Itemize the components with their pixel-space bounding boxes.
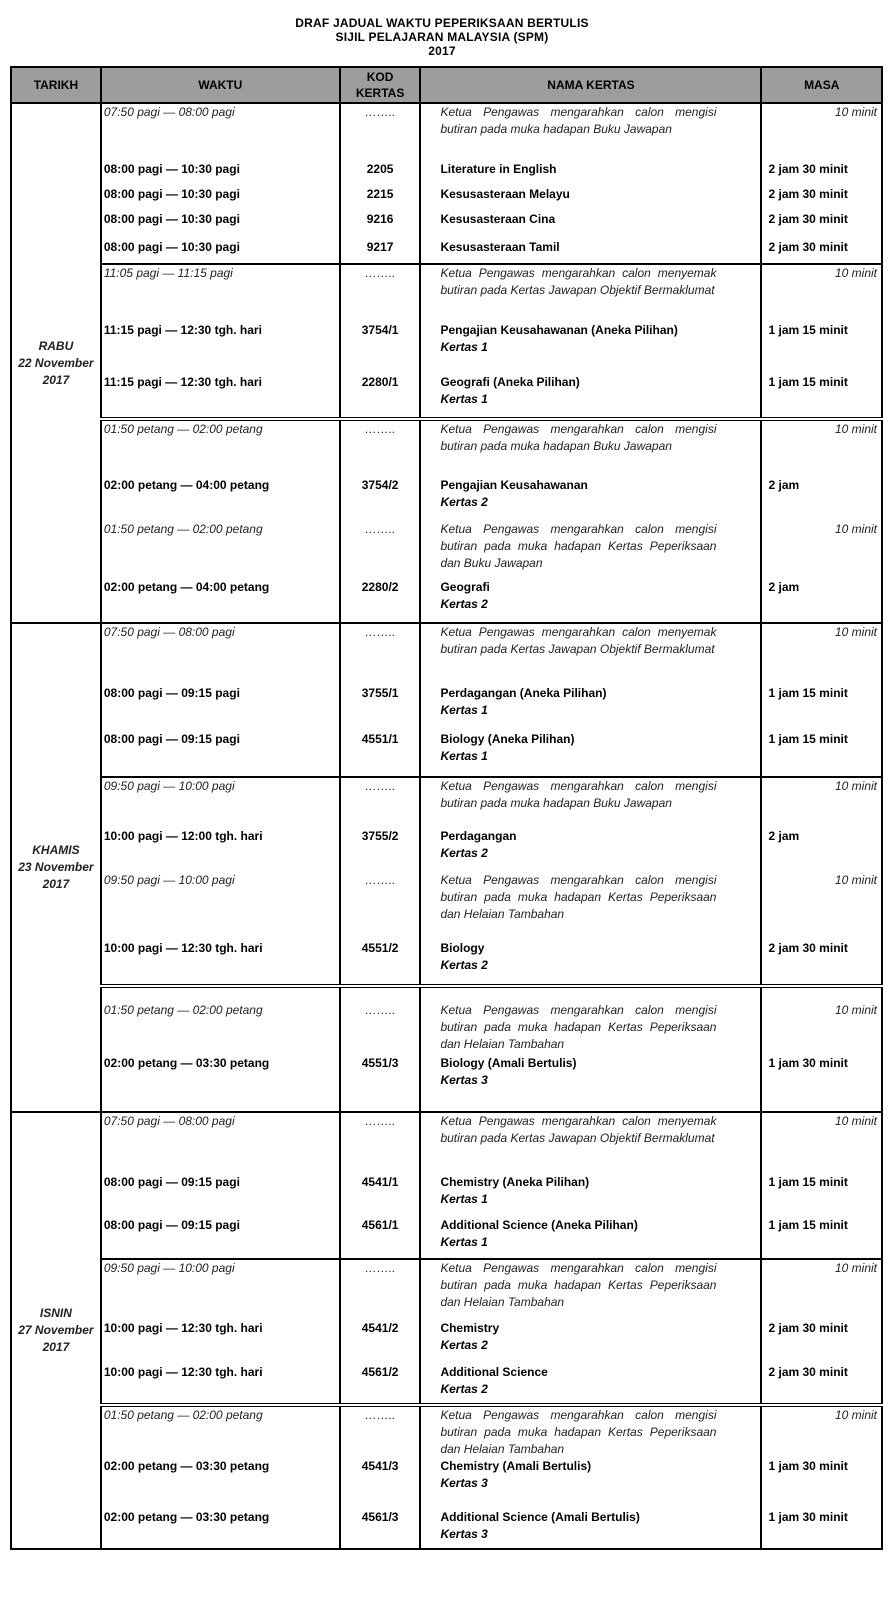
nama-cell: Pengajian Keusahawanan Kertas 2 — [420, 477, 761, 521]
waktu-cell: 10:00 pagi — 12:30 tgh. hari — [101, 1364, 340, 1405]
table-row — [11, 1259, 882, 1320]
table-row — [11, 828, 882, 872]
table-row — [11, 685, 882, 731]
waktu-cell: 11:15 pagi — 12:30 tgh. hari — [101, 374, 340, 419]
nama-cell: Additional Science (Amali Bertulis) Kertas 3 — [420, 1509, 761, 1549]
header-kod-kertas: KOD KERTAS — [340, 67, 421, 103]
waktu-cell: 10:00 pagi — 12:30 tgh. hari — [101, 940, 340, 986]
kod-cell: …….. — [340, 777, 421, 828]
table-row — [11, 940, 882, 986]
table-row — [11, 186, 882, 211]
masa-cell: 1 jam 15 minit — [761, 374, 882, 419]
waktu-cell: 07:50 pagi — 08:00 pagi — [101, 623, 340, 685]
nama-cell: Ketua Pengawas mengarahkan calon mengisi butiran pada muka hadapan Buku Jawapan — [420, 777, 761, 828]
table-row — [11, 1055, 882, 1112]
nama-cell: Ketua Pengawas mengarahkan calon menyemak butiran pada Kertas Jawapan Objektif Bermaklumat — [420, 264, 761, 322]
masa-cell: 2 jam 30 minit — [761, 1364, 882, 1405]
masa-cell: 10 minit — [761, 1259, 882, 1320]
masa-cell: 10 minit — [761, 521, 882, 579]
kod-cell: 4541/2 — [340, 1320, 421, 1364]
waktu-cell: 07:50 pagi — 08:00 pagi — [101, 103, 340, 161]
table-row — [11, 322, 882, 374]
waktu-cell: 08:00 pagi — 10:30 pagi — [101, 186, 340, 211]
kod-cell: 4561/1 — [340, 1217, 421, 1259]
date-cell-rabu: RABU 22 November 2017 — [11, 103, 101, 623]
waktu-cell: 08:00 pagi — 09:15 pagi — [101, 1174, 340, 1217]
table-row — [11, 239, 882, 264]
document-title — [0, 16, 894, 58]
kod-cell: 3754/1 — [340, 322, 421, 374]
kod-cell: 9216 — [340, 211, 421, 239]
table-row — [11, 521, 882, 579]
kod-cell: …….. — [340, 419, 421, 477]
masa-cell: 2 jam — [761, 828, 882, 872]
table-row — [11, 1364, 882, 1405]
nama-cell: Literature in English — [420, 161, 761, 186]
header-row — [11, 67, 882, 103]
waktu-cell: 11:15 pagi — 12:30 tgh. hari — [101, 322, 340, 374]
table-row — [11, 1320, 882, 1364]
waktu-cell: 07:50 pagi — 08:00 pagi — [101, 1112, 340, 1174]
kod-cell: …….. — [340, 1259, 421, 1320]
nama-cell: Ketua Pengawas mengarahkan calon mengisi butiran pada muka hadapan Kertas Peperiksaan dan Helaian Tambahan — [420, 986, 761, 1055]
table-row — [11, 264, 882, 322]
masa-cell: 10 minit — [761, 1112, 882, 1174]
kod-cell: …….. — [340, 264, 421, 322]
masa-cell: 2 jam 30 minit — [761, 161, 882, 186]
waktu-cell: 01:50 petang — 02:00 petang — [101, 521, 340, 579]
masa-cell: 10 minit — [761, 1405, 882, 1458]
masa-cell: 1 jam 30 minit — [761, 1055, 882, 1112]
nama-cell: Chemistry (Aneka Pilihan) Kertas 1 — [420, 1174, 761, 1217]
table-row — [11, 623, 882, 685]
masa-cell: 2 jam 30 minit — [761, 186, 882, 211]
nama-cell: Biology (Amali Bertulis) Kertas 3 — [420, 1055, 761, 1112]
kod-cell: …….. — [340, 986, 421, 1055]
masa-cell: 10 minit — [761, 872, 882, 940]
kod-cell: …….. — [340, 623, 421, 685]
title-line-2: SIJIL PELAJARAN MALAYSIA (SPM) — [335, 30, 549, 44]
nama-cell: Biology Kertas 2 — [420, 940, 761, 986]
kod-cell: 4551/1 — [340, 731, 421, 777]
table-row — [11, 103, 882, 161]
masa-cell: 2 jam 30 minit — [761, 940, 882, 986]
table-row — [11, 1509, 882, 1549]
header-waktu: WAKTU — [101, 67, 340, 103]
nama-cell: Chemistry Kertas 2 — [420, 1320, 761, 1364]
table-row — [11, 731, 882, 777]
kod-cell: 2280/2 — [340, 579, 421, 623]
header-nama-kertas: NAMA KERTAS — [420, 67, 761, 103]
nama-cell: Ketua Pengawas mengarahkan calon mengisi butiran pada muka hadapan Kertas Peperiksaan dan Helaian Tambahan — [420, 1259, 761, 1320]
nama-cell: Additional Science (Aneka Pilihan) Kertas 1 — [420, 1217, 761, 1259]
nama-cell: Ketua Pengawas mengarahkan calon mengisi butiran pada muka hadapan Kertas Peperiksaan dan Helaian Tambahan — [420, 872, 761, 940]
table-row — [11, 1458, 882, 1509]
table-row — [11, 1112, 882, 1174]
waktu-cell: 10:00 pagi — 12:00 tgh. hari — [101, 828, 340, 872]
waktu-cell: 02:00 petang — 04:00 petang — [101, 477, 340, 521]
nama-cell: Ketua Pengawas mengarahkan calon menyemak butiran pada Kertas Jawapan Objektif Bermaklumat — [420, 1112, 761, 1174]
table-row — [11, 161, 882, 186]
title-line-1: DRAF JADUAL WAKTU PEPERIKSAAN BERTULIS — [295, 16, 589, 30]
masa-cell: 1 jam 15 minit — [761, 322, 882, 374]
table-row — [11, 579, 882, 623]
kod-cell: …….. — [340, 521, 421, 579]
masa-cell: 10 minit — [761, 103, 882, 161]
masa-cell: 10 minit — [761, 777, 882, 828]
table-row — [11, 477, 882, 521]
kod-cell: 2205 — [340, 161, 421, 186]
table-row — [11, 211, 882, 239]
header-masa: MASA — [761, 67, 882, 103]
waktu-cell: 09:50 pagi — 10:00 pagi — [101, 777, 340, 828]
exam-timetable — [10, 66, 883, 1550]
waktu-cell: 09:50 pagi — 10:00 pagi — [101, 1259, 340, 1320]
masa-cell: 2 jam 30 minit — [761, 239, 882, 264]
masa-cell: 10 minit — [761, 986, 882, 1055]
masa-cell: 2 jam — [761, 579, 882, 623]
kod-cell: …….. — [340, 1112, 421, 1174]
kod-cell: …….. — [340, 1405, 421, 1458]
masa-cell: 1 jam 15 minit — [761, 1217, 882, 1259]
waktu-cell: 08:00 pagi — 09:15 pagi — [101, 685, 340, 731]
masa-cell: 10 minit — [761, 623, 882, 685]
kod-cell: 4551/2 — [340, 940, 421, 986]
waktu-cell: 01:50 petang — 02:00 petang — [101, 419, 340, 477]
title-line-3: 2017 — [428, 44, 456, 58]
kod-cell: 4551/3 — [340, 1055, 421, 1112]
header-tarikh: TARIKH — [11, 67, 101, 103]
masa-cell: 2 jam 30 minit — [761, 1320, 882, 1364]
date-cell-khamis: KHAMIS 23 November 2017 — [11, 623, 101, 1112]
nama-cell: Pengajian Keusahawanan (Aneka Pilihan) Kertas 1 — [420, 322, 761, 374]
masa-cell: 2 jam 30 minit — [761, 211, 882, 239]
waktu-cell: 08:00 pagi — 10:30 pagi — [101, 211, 340, 239]
masa-cell: 1 jam 30 minit — [761, 1509, 882, 1549]
masa-cell: 1 jam 15 minit — [761, 731, 882, 777]
masa-cell: 1 jam 30 minit — [761, 1458, 882, 1509]
masa-cell: 2 jam — [761, 477, 882, 521]
masa-cell: 1 jam 15 minit — [761, 685, 882, 731]
nama-cell: Biology (Aneka Pilihan) Kertas 1 — [420, 731, 761, 777]
nama-cell: Ketua Pengawas mengarahkan calon menyemak butiran pada Kertas Jawapan Objektif Bermaklumat — [420, 623, 761, 685]
date-cell-isnin: ISNIN 27 November 2017 — [11, 1112, 101, 1549]
table-row — [11, 419, 882, 477]
nama-cell: Perdagangan (Aneka Pilihan) Kertas 1 — [420, 685, 761, 731]
nama-cell: Geografi (Aneka Pilihan) Kertas 1 — [420, 374, 761, 419]
table-row — [11, 1174, 882, 1217]
kod-cell: 9217 — [340, 239, 421, 264]
kod-cell: …….. — [340, 103, 421, 161]
kod-cell: 3755/2 — [340, 828, 421, 872]
waktu-cell: 01:50 petang — 02:00 petang — [101, 986, 340, 1055]
waktu-cell: 08:00 pagi — 10:30 pagi — [101, 161, 340, 186]
nama-cell: Ketua Pengawas mengarahkan calon mengisi butiran pada muka hadapan Buku Jawapan — [420, 419, 761, 477]
nama-cell: Kesusasteraan Melayu — [420, 186, 761, 211]
table-row — [11, 1217, 882, 1259]
kod-cell: 4561/2 — [340, 1364, 421, 1405]
waktu-cell: 02:00 petang — 04:00 petang — [101, 579, 340, 623]
table-row — [11, 1405, 882, 1458]
kod-cell: 4561/3 — [340, 1509, 421, 1549]
masa-cell: 10 minit — [761, 419, 882, 477]
nama-cell: Kesusasteraan Cina — [420, 211, 761, 239]
table-row — [11, 986, 882, 1055]
nama-cell: Ketua Pengawas mengarahkan calon mengisi butiran pada muka hadapan Buku Jawapan — [420, 103, 761, 161]
waktu-cell: 08:00 pagi — 09:15 pagi — [101, 1217, 340, 1259]
kod-cell: 3755/1 — [340, 685, 421, 731]
nama-cell: Geografi Kertas 2 — [420, 579, 761, 623]
waktu-cell: 02:00 petang — 03:30 petang — [101, 1509, 340, 1549]
nama-cell: Ketua Pengawas mengarahkan calon mengisi butiran pada muka hadapan Kertas Peperiksaan dan Buku Jawapan — [420, 521, 761, 579]
nama-cell: Perdagangan Kertas 2 — [420, 828, 761, 872]
waktu-cell: 08:00 pagi — 10:30 pagi — [101, 239, 340, 264]
nama-cell: Chemistry (Amali Bertulis) Kertas 3 — [420, 1458, 761, 1509]
waktu-cell: 10:00 pagi — 12:30 tgh. hari — [101, 1320, 340, 1364]
kod-cell: 2280/1 — [340, 374, 421, 419]
masa-cell: 10 minit — [761, 264, 882, 322]
waktu-cell: 02:00 petang — 03:30 petang — [101, 1458, 340, 1509]
table-row — [11, 374, 882, 419]
kod-cell: 4541/1 — [340, 1174, 421, 1217]
nama-cell: Kesusasteraan Tamil — [420, 239, 761, 264]
waktu-cell: 02:00 petang — 03:30 petang — [101, 1055, 340, 1112]
kod-cell: …….. — [340, 872, 421, 940]
waktu-cell: 11:05 pagi — 11:15 pagi — [101, 264, 340, 322]
kod-cell: 4541/3 — [340, 1458, 421, 1509]
nama-cell: Ketua Pengawas mengarahkan calon mengisi butiran pada muka hadapan Kertas Peperiksaan dan Helaian Tambahan — [420, 1405, 761, 1458]
waktu-cell: 01:50 petang — 02:00 petang — [101, 1405, 340, 1458]
waktu-cell: 09:50 pagi — 10:00 pagi — [101, 872, 340, 940]
kod-cell: 2215 — [340, 186, 421, 211]
table-row — [11, 777, 882, 828]
nama-cell: Additional Science Kertas 2 — [420, 1364, 761, 1405]
kod-cell: 3754/2 — [340, 477, 421, 521]
table-row — [11, 872, 882, 940]
waktu-cell: 08:00 pagi — 09:15 pagi — [101, 731, 340, 777]
masa-cell: 1 jam 15 minit — [761, 1174, 882, 1217]
